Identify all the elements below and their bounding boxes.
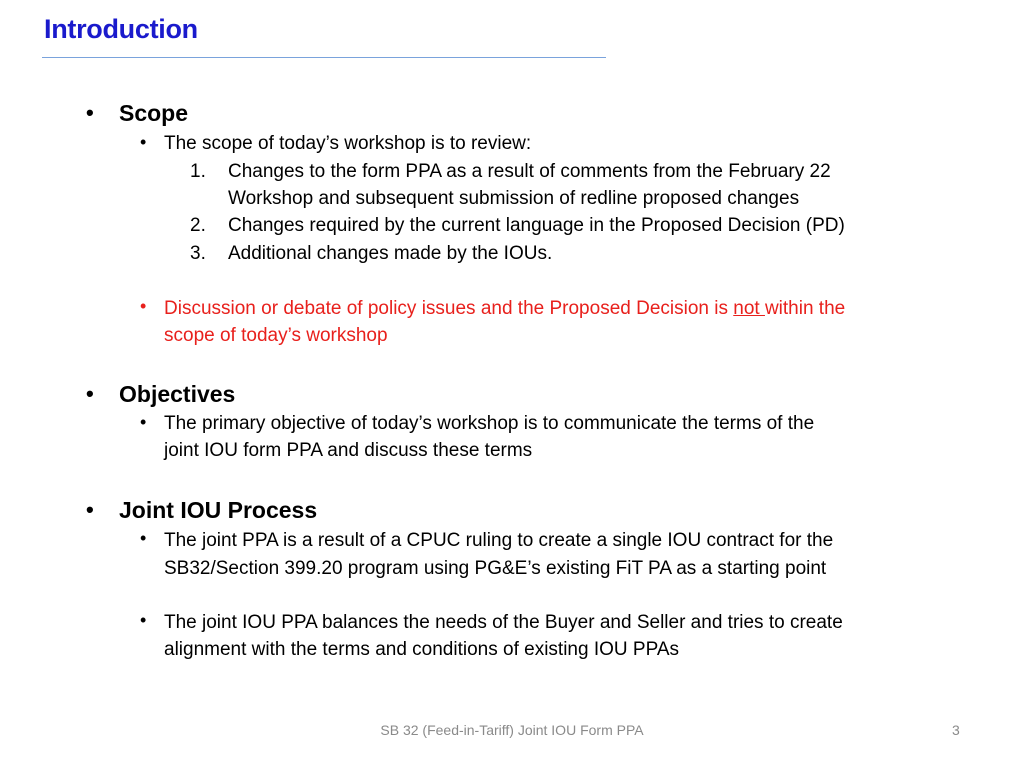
process-bullet1-line1: The joint PPA is a result of a CPUC ruling to create a single IOU contract for the: [164, 530, 834, 551]
bullet-icon: •: [140, 412, 147, 432]
list-number: 3.: [190, 243, 206, 264]
bullet-icon: •: [140, 296, 147, 316]
bullet-icon: •: [86, 381, 94, 406]
scope-heading: Scope: [119, 100, 189, 126]
bullet-icon: •: [140, 132, 147, 152]
page-number: 3: [952, 722, 960, 738]
bullet-icon: •: [140, 528, 147, 548]
note-text-after: within the: [764, 298, 846, 319]
note-text-before: Discussion or debate of policy issues and the Proposed Decision is: [164, 298, 734, 319]
scope-item-3: Additional changes made by the IOUs.: [228, 243, 553, 264]
title-underline: [42, 57, 606, 58]
process-bullet1-line2: SB32/Section 399.20 program using PG&E’s existing FiT PA as a starting point: [164, 558, 827, 579]
process-bullet2-line2: alignment with the terms and conditions of existing IOU PPAs: [164, 639, 680, 660]
list-number: 2.: [190, 215, 206, 236]
bullet-icon: •: [140, 610, 147, 630]
process-heading: Joint IOU Process: [119, 497, 318, 523]
scope-exclusion-note: [164, 296, 845, 322]
scope-item-2: Changes required by the current language in the Proposed Decision (PD): [228, 215, 845, 236]
scope-item-1-line1: Changes to the form PPA as a result of comments from the February 22: [228, 161, 831, 182]
bullet-icon: •: [86, 100, 94, 125]
scope-item-1-line2: Workshop and subsequent submission of redline proposed changes: [228, 188, 800, 209]
list-number: 1.: [190, 161, 206, 182]
slide-title: Introduction: [44, 14, 198, 44]
objectives-line2: joint IOU form PPA and discuss these terms: [164, 440, 533, 461]
process-bullet2-line1: The joint IOU PPA balances the needs of the Buyer and Seller and tries to create: [164, 612, 843, 633]
scope-exclusion-note-line2: scope of today’s workshop: [164, 325, 388, 346]
note-emphasis: not: [733, 298, 765, 319]
slide-footer: SB 32 (Feed-in-Tariff) Joint IOU Form PPA: [380, 722, 644, 738]
scope-intro: The scope of today’s workshop is to review:: [164, 133, 532, 154]
objectives-line1: The primary objective of today’s workshop is to communicate the terms of the: [164, 413, 815, 434]
bullet-icon: •: [86, 497, 94, 522]
objectives-heading: Objectives: [119, 381, 236, 407]
